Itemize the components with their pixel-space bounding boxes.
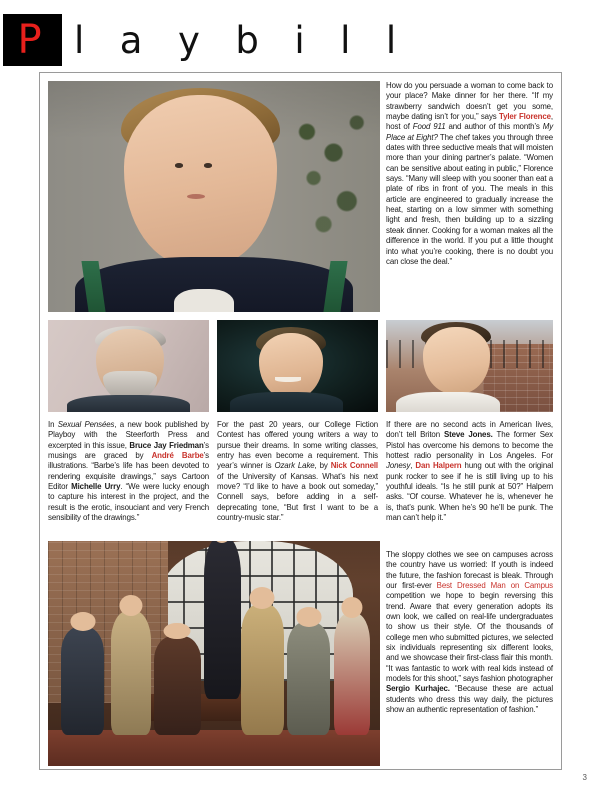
hero-mouth — [187, 194, 205, 199]
article-text-chef: How do you persuade a woman to come back to your place? Make dinner for her there. “If my strawberry sandwich doesn’t get you some, maybe dating isn’t for you,” says Tyler Florence, host of Food 911 and author of this month’s My Place at Eight? The chef takes you through three dates with three seductive meals that will moisten more than your dining partner’s palate. “Women can be sensitive about eating in public,” Florence says. “Many will sleep with you sooner than eat a plate of ribs in front of you. The meals in this article are engineered to gradually increase the heat, starting on a low simmer with something light and fresh, then building up to a sizzling steak dinner. Cooking for a woman makes all the difference in the world. If you put a little thought into what you’re cooking, there is no doubt you can close the deal.” — [386, 81, 554, 266]
group-figure — [61, 627, 104, 735]
article-text-contest: For the past 20 years, our College Fiction Contest has offered young writers a way to pursue their dreams. In some writing classes, entry has even become a requirement. This year’s winner is Ozark Lake, by Nick Connell of the University of Kansas. What’s his next move? “I’d like to have a book out someday,” Connell says, before adding in a self-deprecating tone, “But first I want to be a country-music star.” — [217, 420, 378, 523]
group-figure — [287, 622, 330, 735]
figure-head — [296, 607, 321, 626]
masthead — [0, 14, 600, 66]
group-figure — [334, 613, 371, 735]
figure-head — [119, 595, 142, 616]
hero-eye-right — [204, 163, 212, 167]
portrait-illustrator — [48, 320, 209, 412]
article-frame — [39, 72, 562, 770]
page-number: 3 — [582, 773, 587, 782]
article-text-campus: The sloppy clothes we see on campuses across the country have us worried: If youth is indeed the future, the fashion forecast is bleak. Through our first-ever Best Dressed Man on Campus competition we hope to begin reversing this trend. Aware that every generation adopts its own look, we called on real-life undergraduates to show us their style. Of the thousands of college men who submitted pictures, we selected six individuals representing six different looks, and we showcase their first-class flair this month. “It was fantastic to work with real kids instead of models for this shoot,” says fashion photographer Sergio Kurhajec. “Because these are actual students who dress this way daily, the pictures show an authentic representation of fashion.” — [386, 550, 554, 715]
group-fashion-photo — [48, 541, 380, 766]
portrait1-body — [67, 395, 189, 412]
logo-letter-p: P — [17, 17, 42, 63]
portrait-fiction-winner — [217, 320, 378, 412]
masthead-wordmark: laybill — [74, 19, 432, 62]
article-text-jones: If there are no second acts in American lives, don’t tell Briton Steve Jones. The former Sex Pistol has overcome his demons to become the hottest radio personality in Los Angeles. For Jonesy, Dan Halpern hung out with the original punk rocker to see if he is still living up to his youthful ideals. “Is he still punk at 50?” Halpern asks. “Of course. Whatever he is, whenever he is, that’s punk. When he’s 90 he’ll be punk. The man can’t help it.” — [386, 420, 554, 523]
group-figure — [111, 611, 151, 735]
article-text-book: In Sexual Pensées, a new book published by Playboy with the Steerforth Press and excerpted in this issue, Bruce Jay Friedman’s musings are graced by André Barbe’s illustrations. “Barbe’s life has been devoted to rendering exquisite drawings,” says Cartoon Editor Michelle Urry. “We were lucky enough to capture his interest in the project, and the result is the erotic, insouciant and very French sensibility of the drawings.” — [48, 420, 210, 523]
portrait-writer — [386, 320, 553, 412]
figure-head — [164, 623, 191, 640]
portrait2-face — [259, 333, 323, 399]
hero-face — [124, 95, 277, 266]
figure-head — [212, 541, 233, 543]
figure-head — [250, 587, 275, 609]
article-content — [48, 81, 553, 761]
portrait3-shirt — [396, 392, 500, 412]
figure-head — [341, 597, 362, 618]
hero-portrait-chef — [48, 81, 380, 312]
portrait2-smile — [275, 377, 301, 382]
portrait2-body — [230, 392, 343, 412]
figure-head — [70, 612, 95, 630]
group-figure — [204, 541, 241, 699]
hero-undershirt — [174, 289, 234, 312]
hero-eye-left — [175, 163, 183, 167]
portrait3-face — [423, 327, 490, 393]
persian-rug — [48, 730, 380, 766]
group-figure — [241, 604, 284, 735]
group-figure — [154, 636, 200, 735]
